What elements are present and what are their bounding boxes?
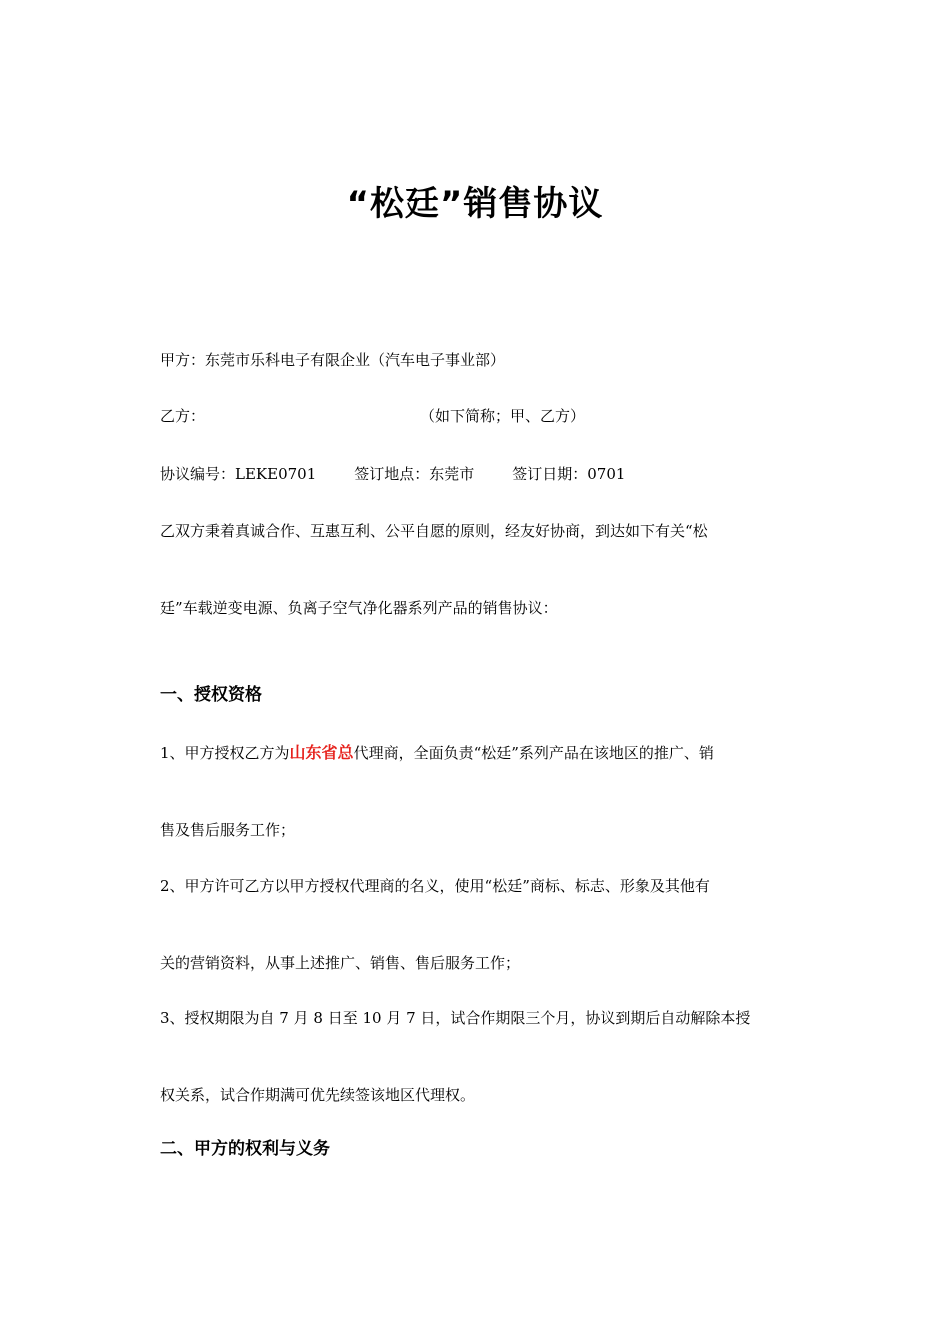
section-2-heading: 二、甲方的权利与义务 [160,1139,330,1159]
section-1-item-3: 3、授权期限为自 7 月 8 日至 10 月 7 日，试合作期限三个月，协议到期后自动解除本授 [160,1009,751,1027]
party-b-line [160,406,585,426]
party-b-note: （如下简称；甲、乙方） [420,407,586,425]
agreement-number: 协议编号：LEKE0701 [160,465,317,483]
agreement-meta-line [160,464,625,484]
section-1-item-1 [160,743,714,763]
document-title: “松廷”销售协议 [346,184,604,224]
sign-place: 签订地点：东莞市 [354,465,475,483]
region-highlight: 山东省总 [289,743,354,762]
party-a-line: 甲方：东莞市乐科电子有限企业（汽车电子事业部） [160,351,506,369]
item-1-prefix: 1、甲方授权乙方为 [160,744,290,762]
section-1-item-2-cont: 关的营销资料，从事上述推广、销售、售后服务工作； [160,954,521,972]
intro-line-2: 廷”车载逆变电源、负离子空气净化器系列产品的销售协议： [160,599,558,617]
section-1-item-2: 2、甲方许可乙方以甲方授权代理商的名义，使用“松廷”商标、标志、形象及其他有 [160,877,710,895]
intro-line-1: 乙双方秉着真诚合作、互惠互利、公平自愿的原则，经友好协商，到达如下有关“松 [160,522,708,540]
section-1-item-1-cont: 售及售后服务工作； [160,821,296,839]
section-1-item-3-cont: 权关系，试合作期满可优先续签该地区代理权。 [160,1086,476,1104]
party-b-label: 乙方： [160,407,206,425]
item-1-suffix: 代理商，全面负责“松廷”系列产品在该地区的推广、销 [353,744,714,762]
sign-date: 签订日期：0701 [512,465,626,483]
section-1-heading: 一、授权资格 [160,685,262,705]
